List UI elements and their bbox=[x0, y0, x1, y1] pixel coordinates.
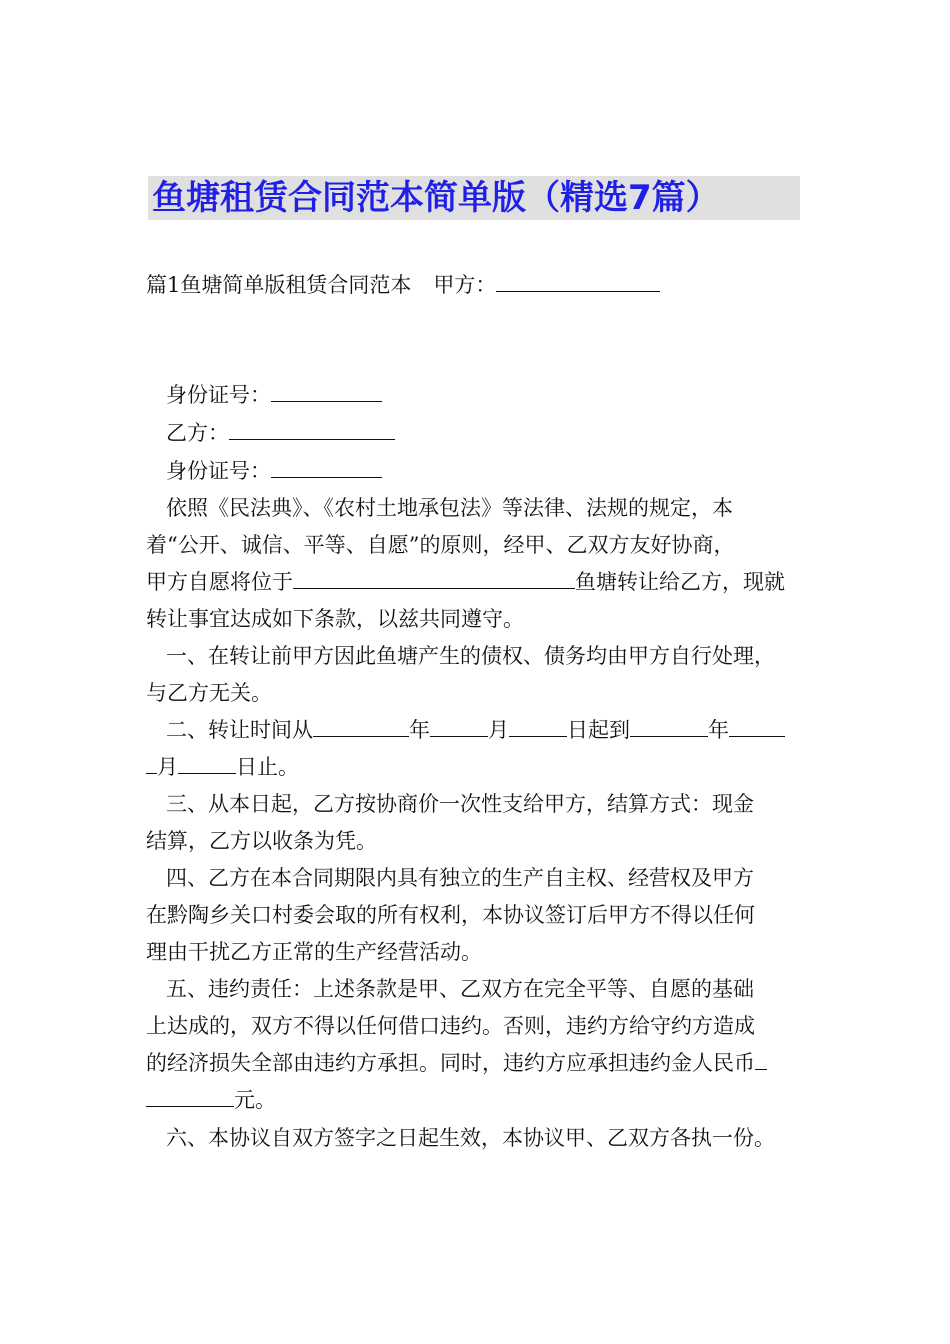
clause-5-line bbox=[146, 1045, 767, 1081]
text-segment: 年 bbox=[708, 718, 729, 742]
party-a-label: 甲方： bbox=[433, 273, 497, 297]
end-year-blank bbox=[630, 714, 708, 737]
text-segment: 年 bbox=[409, 718, 430, 742]
id-a-line bbox=[166, 377, 382, 413]
document-title: 鱼塘租赁合同范本简单版（精选7篇） bbox=[152, 178, 720, 218]
text-segment: 月 bbox=[488, 718, 509, 742]
end-month-blank-part bbox=[729, 714, 785, 737]
start-day-blank bbox=[509, 714, 567, 737]
intro-line bbox=[146, 267, 660, 303]
end-month-blank-rest bbox=[146, 751, 157, 774]
penalty-blank-rest bbox=[146, 1084, 234, 1107]
start-month-blank bbox=[430, 714, 488, 737]
id-b-blank bbox=[271, 455, 382, 478]
clause-4-line: 四、乙方在本合同期限内具有独立的生产自主权、经营权及甲方 bbox=[166, 866, 754, 890]
start-year-blank bbox=[313, 714, 409, 737]
clause-3-line: 三、从本日起，乙方按协商价一次性支给甲方，结算方式：现金 bbox=[166, 792, 754, 816]
paragraph-line: 转让事宜达成如下条款，以兹共同遵守。 bbox=[146, 607, 524, 631]
party-b-label: 乙方： bbox=[166, 421, 229, 445]
text-segment: 甲方自愿将位于 bbox=[146, 570, 293, 594]
text-segment: 元。 bbox=[234, 1088, 276, 1112]
text-segment: 二、转让时间从 bbox=[166, 718, 313, 742]
text-segment: 日止。 bbox=[236, 755, 299, 779]
clause-5-line bbox=[146, 1082, 276, 1118]
text-segment: 的经济损失全部由违约方承担。同时，违约方应承担违约金人民币 bbox=[146, 1051, 755, 1075]
clause-3-line: 结算，乙方以收条为凭。 bbox=[146, 829, 377, 853]
penalty-blank-part bbox=[755, 1047, 767, 1070]
clause-4-line: 在黔陶乡关口村委会取的所有权利，本协议签订后甲方不得以任何 bbox=[146, 903, 755, 927]
id-a-label: 身份证号： bbox=[166, 383, 271, 407]
text-segment: 鱼塘转让给乙方，现就 bbox=[575, 570, 785, 594]
paragraph-line: 依照《民法典》、《农村土地承包法》等法律、法规的规定，本 bbox=[166, 496, 733, 520]
end-day-blank bbox=[178, 751, 236, 774]
id-b-label: 身份证号： bbox=[166, 459, 271, 483]
paragraph-line: 着“公开、诚信、平等、自愿”的原则，经甲、乙双方友好协商， bbox=[146, 533, 735, 557]
paragraph-line bbox=[146, 564, 785, 600]
clause-4-line: 理由干扰乙方正常的生产经营活动。 bbox=[146, 940, 482, 964]
id-a-blank bbox=[271, 379, 382, 402]
clause-1-line: 与乙方无关。 bbox=[146, 681, 272, 705]
clause-5-line: 五、违约责任：上述条款是甲、乙双方在完全平等、自愿的基础 bbox=[166, 977, 754, 1001]
clause-6-line: 六、本协议自双方签字之日起生效，本协议甲、乙双方各执一份。 bbox=[166, 1126, 775, 1150]
party-a-blank bbox=[496, 269, 660, 292]
section-heading: 篇1鱼塘简单版租赁合同范本 bbox=[146, 273, 412, 297]
party-b-blank bbox=[229, 417, 395, 440]
location-blank bbox=[293, 566, 575, 589]
id-b-line bbox=[166, 453, 382, 489]
clause-1-line: 一、在转让前甲方因此鱼塘产生的债权、债务均由甲方自行处理， bbox=[166, 644, 775, 668]
text-segment: 月 bbox=[157, 755, 178, 779]
clause-2-line bbox=[146, 749, 299, 785]
title-highlight bbox=[148, 176, 800, 220]
party-b-line bbox=[166, 415, 395, 451]
text-segment: 日起到 bbox=[567, 718, 630, 742]
clause-2-line bbox=[166, 712, 785, 748]
clause-5-line: 上达成的，双方不得以任何借口违约。否则，违约方给守约方造成 bbox=[146, 1014, 755, 1038]
